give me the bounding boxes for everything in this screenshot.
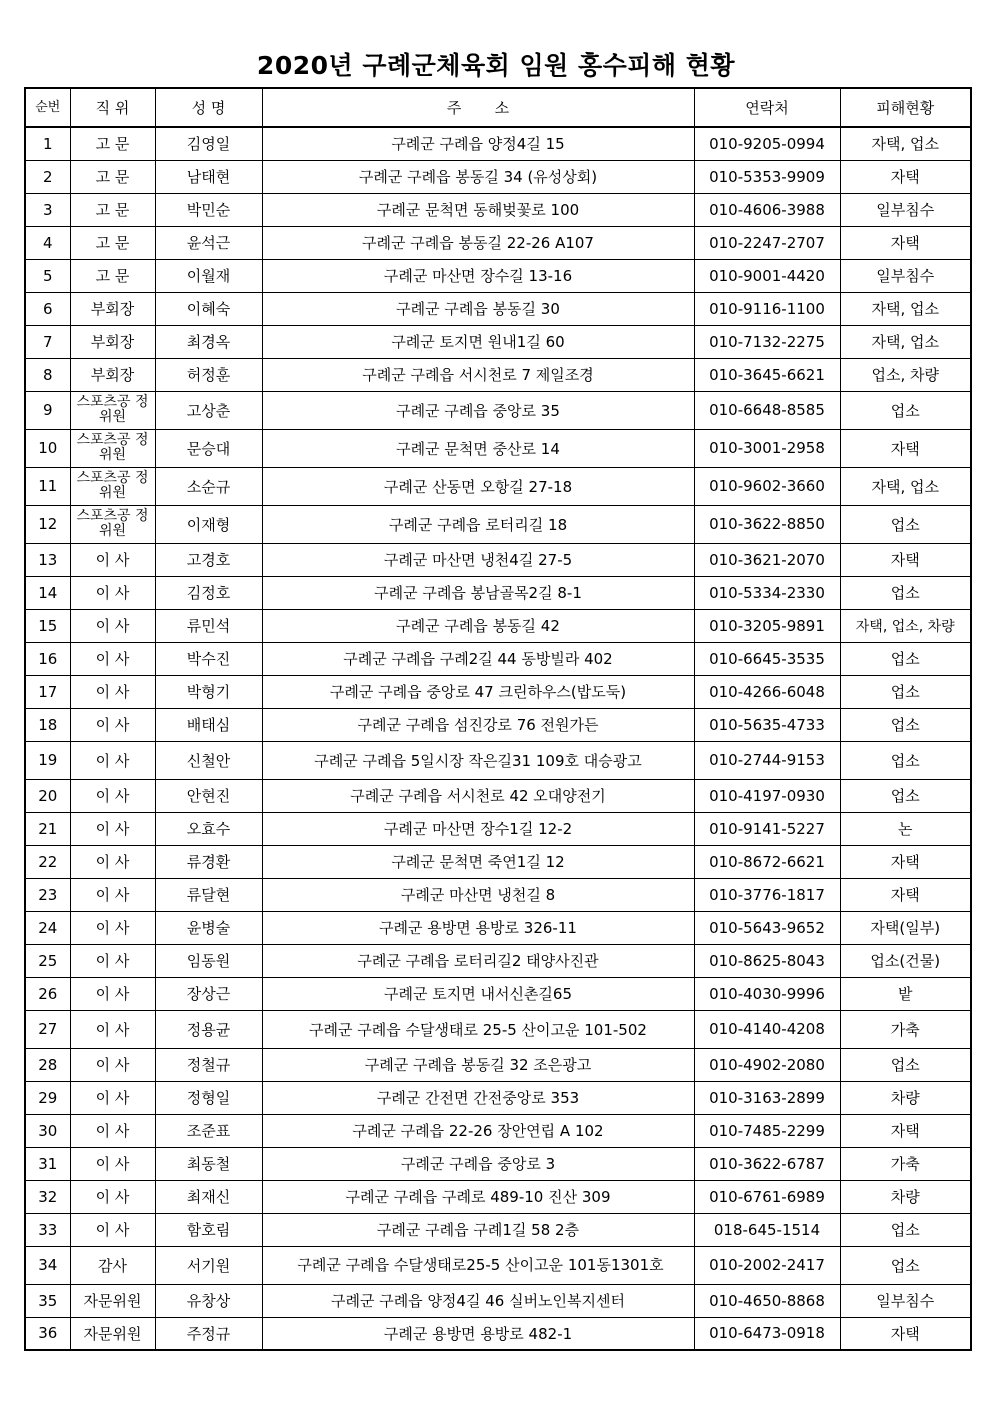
- row-damage: 논: [840, 812, 971, 845]
- row-name: 최동철: [155, 1147, 262, 1180]
- row-contact: 010-7132-2275: [694, 325, 840, 358]
- row-name: 이월재: [155, 259, 262, 292]
- row-position: 스포츠공 정위원: [70, 429, 155, 467]
- row-position: 이 사: [70, 1180, 155, 1213]
- row-number: 28: [25, 1048, 70, 1081]
- row-name: 배태심: [155, 708, 262, 741]
- row-number: 26: [25, 977, 70, 1010]
- row-number: 33: [25, 1213, 70, 1246]
- row-address: 구례군 토지면 내서신촌길65: [262, 977, 694, 1010]
- row-contact: 010-6645-3535: [694, 642, 840, 675]
- row-name: 임동원: [155, 944, 262, 977]
- row-name: 고경호: [155, 543, 262, 576]
- row-position: 스포츠공 정위원: [70, 505, 155, 543]
- row-contact: 010-2744-9153: [694, 741, 840, 779]
- row-damage: 자택, 업소: [840, 292, 971, 325]
- row-contact: 010-2247-2707: [694, 226, 840, 259]
- row-position: 자문위원: [70, 1284, 155, 1317]
- row-damage: 차량: [840, 1180, 971, 1213]
- row-position: 고 문: [70, 193, 155, 226]
- row-address: 구례군 구례읍 5일시장 작은길31 109호 대승광고: [262, 741, 694, 779]
- row-position: 이 사: [70, 944, 155, 977]
- table-row: [25, 1010, 971, 1048]
- row-contact: 010-9001-4420: [694, 259, 840, 292]
- row-damage: 자택: [840, 429, 971, 467]
- row-number: 35: [25, 1284, 70, 1317]
- row-address: 구례군 문척면 죽연1길 12: [262, 845, 694, 878]
- row-name: 유창상: [155, 1284, 262, 1317]
- row-name: 윤석근: [155, 226, 262, 259]
- row-address: 구례군 구례읍 중앙로 35: [262, 391, 694, 429]
- row-position: 이 사: [70, 779, 155, 812]
- table-row: [25, 1114, 971, 1147]
- row-contact: 010-9205-0994: [694, 127, 840, 160]
- row-address: 구례군 구례읍 섬진강로 76 전원가든: [262, 708, 694, 741]
- row-number: 11: [25, 467, 70, 505]
- page-title: 2020년 구례군체육회 임원 홍수피해 현황: [256, 51, 736, 80]
- row-contact: 010-3621-2070: [694, 543, 840, 576]
- header-position: 직 위: [70, 88, 155, 127]
- row-number: 9: [25, 391, 70, 429]
- row-damage: 자택: [840, 226, 971, 259]
- row-position: 이 사: [70, 1010, 155, 1048]
- row-damage: 밭: [840, 977, 971, 1010]
- row-contact: 010-3645-6621: [694, 358, 840, 391]
- row-contact: 010-3163-2899: [694, 1081, 840, 1114]
- row-name: 고상춘: [155, 391, 262, 429]
- row-name: 류경환: [155, 845, 262, 878]
- row-contact: 010-8672-6621: [694, 845, 840, 878]
- table-row: [25, 226, 971, 259]
- row-contact: 010-4902-2080: [694, 1048, 840, 1081]
- row-name: 최재신: [155, 1180, 262, 1213]
- row-address: 구례군 용방면 용방로 326-11: [262, 911, 694, 944]
- row-name: 신철안: [155, 741, 262, 779]
- row-number: 7: [25, 325, 70, 358]
- header-contact: 연락처: [694, 88, 840, 127]
- row-damage: 일부침수: [840, 1284, 971, 1317]
- row-position: 이 사: [70, 642, 155, 675]
- row-contact: 010-5643-9652: [694, 911, 840, 944]
- row-damage: 자택: [840, 543, 971, 576]
- row-name: 이혜숙: [155, 292, 262, 325]
- row-address: 구례군 구례읍 수달생태로 25-5 산이고운 101-502: [262, 1010, 694, 1048]
- row-damage: 자택, 업소: [840, 325, 971, 358]
- row-position: 이 사: [70, 812, 155, 845]
- row-name: 류민석: [155, 609, 262, 642]
- row-number: 13: [25, 543, 70, 576]
- table-row: [25, 160, 971, 193]
- row-address: 구례군 구례읍 봉동길 42: [262, 609, 694, 642]
- table-row: [25, 779, 971, 812]
- row-position: 이 사: [70, 911, 155, 944]
- row-contact: 010-6473-0918: [694, 1317, 840, 1350]
- table-row: [25, 1147, 971, 1180]
- row-contact: 010-9602-3660: [694, 467, 840, 505]
- row-address: 구례군 구례읍 로터리길 18: [262, 505, 694, 543]
- row-contact: 010-5635-4733: [694, 708, 840, 741]
- row-address: 구례군 산동면 오항길 27-18: [262, 467, 694, 505]
- table-row: [25, 878, 971, 911]
- row-damage: 자택, 업소: [840, 467, 971, 505]
- row-name: 김영일: [155, 127, 262, 160]
- row-name: 함호림: [155, 1213, 262, 1246]
- row-contact: 010-6761-6989: [694, 1180, 840, 1213]
- row-contact: 010-4266-6048: [694, 675, 840, 708]
- row-name: 서기원: [155, 1246, 262, 1284]
- row-damage: 업소(건물): [840, 944, 971, 977]
- row-name: 이재형: [155, 505, 262, 543]
- row-name: 박형기: [155, 675, 262, 708]
- row-address: 구례군 구례읍 서시천로 7 제일조경: [262, 358, 694, 391]
- row-name: 남태현: [155, 160, 262, 193]
- row-name: 조준표: [155, 1114, 262, 1147]
- table-row: [25, 675, 971, 708]
- row-position: 고 문: [70, 127, 155, 160]
- row-position: 이 사: [70, 543, 155, 576]
- row-damage: 업소: [840, 675, 971, 708]
- row-number: 5: [25, 259, 70, 292]
- row-contact: 010-3622-8850: [694, 505, 840, 543]
- row-number: 29: [25, 1081, 70, 1114]
- header-name: 성 명: [155, 88, 262, 127]
- row-damage: 업소: [840, 1048, 971, 1081]
- row-number: 21: [25, 812, 70, 845]
- row-damage: 자택: [840, 878, 971, 911]
- table-row: [25, 292, 971, 325]
- row-position: 부회장: [70, 325, 155, 358]
- table-row: [25, 127, 971, 160]
- row-number: 23: [25, 878, 70, 911]
- row-damage: 자택: [840, 160, 971, 193]
- row-damage: 업소, 차량: [840, 358, 971, 391]
- row-address: 구례군 구례읍 구례로 489-10 진산 309: [262, 1180, 694, 1213]
- row-damage: 업소: [840, 642, 971, 675]
- table-row: [25, 467, 971, 505]
- table-row: [25, 543, 971, 576]
- row-name: 류달현: [155, 878, 262, 911]
- row-contact: 010-5353-9909: [694, 160, 840, 193]
- row-number: 14: [25, 576, 70, 609]
- row-position: 부회장: [70, 292, 155, 325]
- row-name: 박민순: [155, 193, 262, 226]
- row-contact: 018-645-1514: [694, 1213, 840, 1246]
- row-address: 구례군 마산면 냉천4길 27-5: [262, 543, 694, 576]
- row-name: 소순규: [155, 467, 262, 505]
- row-damage: 업소: [840, 779, 971, 812]
- row-number: 12: [25, 505, 70, 543]
- header-address: 주 소: [262, 88, 694, 127]
- row-address: 구례군 구례읍 봉동길 34 (유성상회): [262, 160, 694, 193]
- row-address: 구례군 구례읍 중앙로 3: [262, 1147, 694, 1180]
- row-name: 정형일: [155, 1081, 262, 1114]
- row-number: 36: [25, 1317, 70, 1350]
- row-name: 정철규: [155, 1048, 262, 1081]
- table-row: [25, 259, 971, 292]
- row-number: 20: [25, 779, 70, 812]
- row-number: 3: [25, 193, 70, 226]
- row-name: 박수진: [155, 642, 262, 675]
- row-number: 6: [25, 292, 70, 325]
- table-row: [25, 1213, 971, 1246]
- row-damage: 자택: [840, 1317, 971, 1350]
- row-contact: 010-3622-6787: [694, 1147, 840, 1180]
- row-damage: 자택, 업소: [840, 127, 971, 160]
- table-row: [25, 977, 971, 1010]
- row-address: 구례군 구례읍 22-26 장안연립 A 102: [262, 1114, 694, 1147]
- row-contact: 010-4140-4208: [694, 1010, 840, 1048]
- row-name: 정용균: [155, 1010, 262, 1048]
- row-address: 구례군 구례읍 중앙로 47 크린하우스(밥도둑): [262, 675, 694, 708]
- row-position: 이 사: [70, 1048, 155, 1081]
- row-position: 스포츠공 정위원: [70, 391, 155, 429]
- row-contact: 010-4030-9996: [694, 977, 840, 1010]
- row-number: 27: [25, 1010, 70, 1048]
- row-number: 4: [25, 226, 70, 259]
- row-number: 22: [25, 845, 70, 878]
- table-row: [25, 1246, 971, 1284]
- row-address: 구례군 문척면 중산로 14: [262, 429, 694, 467]
- row-contact: 010-6648-8585: [694, 391, 840, 429]
- row-damage: 자택, 업소, 차량: [840, 609, 971, 642]
- row-name: 김정호: [155, 576, 262, 609]
- table-row: [25, 741, 971, 779]
- row-contact: 010-4197-0930: [694, 779, 840, 812]
- row-damage: 차량: [840, 1081, 971, 1114]
- row-address: 구례군 구례읍 구례1길 58 2층: [262, 1213, 694, 1246]
- row-position: 이 사: [70, 675, 155, 708]
- row-position: 이 사: [70, 609, 155, 642]
- row-contact: 010-4606-3988: [694, 193, 840, 226]
- row-position: 고 문: [70, 226, 155, 259]
- table-row: [25, 193, 971, 226]
- row-contact: 010-4650-8868: [694, 1284, 840, 1317]
- table-row: [25, 505, 971, 543]
- row-name: 문승대: [155, 429, 262, 467]
- row-number: 16: [25, 642, 70, 675]
- row-name: 최경옥: [155, 325, 262, 358]
- row-address: 구례군 토지면 원내1길 60: [262, 325, 694, 358]
- row-address: 구례군 구례읍 로터리길2 태양사진관: [262, 944, 694, 977]
- row-address: 구례군 구례읍 봉동길 32 조은광고: [262, 1048, 694, 1081]
- row-position: 이 사: [70, 1213, 155, 1246]
- row-contact: 010-7485-2299: [694, 1114, 840, 1147]
- row-address: 구례군 마산면 장수길 13-16: [262, 259, 694, 292]
- row-number: 17: [25, 675, 70, 708]
- row-damage: 자택: [840, 845, 971, 878]
- table-row: [25, 325, 971, 358]
- row-address: 구례군 문척면 동해벚꽃로 100: [262, 193, 694, 226]
- table-row: [25, 391, 971, 429]
- table-row: [25, 812, 971, 845]
- row-position: 이 사: [70, 576, 155, 609]
- table-row: [25, 642, 971, 675]
- row-number: 18: [25, 708, 70, 741]
- row-position: 이 사: [70, 741, 155, 779]
- row-address: 구례군 구례읍 수달생태로25-5 산이고운 101동1301호: [262, 1246, 694, 1284]
- row-position: 이 사: [70, 1114, 155, 1147]
- row-address: 구례군 구례읍 양정4길 15: [262, 127, 694, 160]
- row-address: 구례군 구례읍 봉남골목2길 8-1: [262, 576, 694, 609]
- row-number: 25: [25, 944, 70, 977]
- table-row: [25, 911, 971, 944]
- row-position: 고 문: [70, 160, 155, 193]
- row-number: 8: [25, 358, 70, 391]
- row-position: 이 사: [70, 708, 155, 741]
- row-name: 윤병술: [155, 911, 262, 944]
- row-number: 10: [25, 429, 70, 467]
- row-damage: 가축: [840, 1010, 971, 1048]
- row-address: 구례군 구례읍 서시천로 42 오대양전기: [262, 779, 694, 812]
- row-address: 구례군 간전면 간전중앙로 353: [262, 1081, 694, 1114]
- row-number: 30: [25, 1114, 70, 1147]
- row-address: 구례군 구례읍 구례2길 44 동방빌라 402: [262, 642, 694, 675]
- row-name: 주정규: [155, 1317, 262, 1350]
- row-number: 1: [25, 127, 70, 160]
- row-address: 구례군 마산면 장수1길 12-2: [262, 812, 694, 845]
- table-row: [25, 944, 971, 977]
- row-number: 31: [25, 1147, 70, 1180]
- row-number: 32: [25, 1180, 70, 1213]
- row-number: 2: [25, 160, 70, 193]
- table-row: [25, 1081, 971, 1114]
- row-position: 감사: [70, 1246, 155, 1284]
- table-row: [25, 429, 971, 467]
- damage-table: [24, 87, 972, 1351]
- row-contact: 010-3001-2958: [694, 429, 840, 467]
- table-row: [25, 576, 971, 609]
- row-number: 34: [25, 1246, 70, 1284]
- row-position: 이 사: [70, 1147, 155, 1180]
- table-row: [25, 1317, 971, 1350]
- row-address: 구례군 구례읍 봉동길 22-26 A107: [262, 226, 694, 259]
- row-position: 스포츠공 정위원: [70, 467, 155, 505]
- row-address: 구례군 구례읍 봉동길 30: [262, 292, 694, 325]
- row-position: 이 사: [70, 845, 155, 878]
- row-damage: 업소: [840, 741, 971, 779]
- header-no: 순번: [25, 88, 70, 127]
- row-damage: 자택: [840, 1114, 971, 1147]
- row-contact: 010-2002-2417: [694, 1246, 840, 1284]
- row-name: 안현진: [155, 779, 262, 812]
- row-damage: 업소: [840, 391, 971, 429]
- row-name: 장상근: [155, 977, 262, 1010]
- row-contact: 010-8625-8043: [694, 944, 840, 977]
- row-damage: 업소: [840, 708, 971, 741]
- table-header: [25, 88, 971, 127]
- row-position: 부회장: [70, 358, 155, 391]
- row-position: 고 문: [70, 259, 155, 292]
- row-name: 오효수: [155, 812, 262, 845]
- row-damage: 일부침수: [840, 259, 971, 292]
- row-address: 구례군 구례읍 양정4길 46 실버노인복지센터: [262, 1284, 694, 1317]
- row-address: 구례군 용방면 용방로 482-1: [262, 1317, 694, 1350]
- row-position: 이 사: [70, 1081, 155, 1114]
- row-address: 구례군 마산면 냉천길 8: [262, 878, 694, 911]
- table-row: [25, 708, 971, 741]
- table-row: [25, 358, 971, 391]
- header-damage: 피해현황: [840, 88, 971, 127]
- table-row: [25, 845, 971, 878]
- row-damage: 업소: [840, 576, 971, 609]
- row-name: 허정훈: [155, 358, 262, 391]
- row-contact: 010-9141-5227: [694, 812, 840, 845]
- table-row: [25, 1180, 971, 1213]
- row-position: 자문위원: [70, 1317, 155, 1350]
- row-number: 19: [25, 741, 70, 779]
- row-contact: 010-3776-1817: [694, 878, 840, 911]
- row-damage: 가축: [840, 1147, 971, 1180]
- table-row: [25, 1284, 971, 1317]
- row-damage: 업소: [840, 505, 971, 543]
- row-number: 24: [25, 911, 70, 944]
- table-row: [25, 1048, 971, 1081]
- row-number: 15: [25, 609, 70, 642]
- table-body: [25, 127, 971, 1350]
- row-damage: 업소: [840, 1246, 971, 1284]
- row-damage: 일부침수: [840, 193, 971, 226]
- row-position: 이 사: [70, 878, 155, 911]
- row-damage: 업소: [840, 1213, 971, 1246]
- row-contact: 010-9116-1100: [694, 292, 840, 325]
- row-contact: 010-5334-2330: [694, 576, 840, 609]
- row-contact: 010-3205-9891: [694, 609, 840, 642]
- table-row: [25, 609, 971, 642]
- row-damage: 자택(일부): [840, 911, 971, 944]
- row-position: 이 사: [70, 977, 155, 1010]
